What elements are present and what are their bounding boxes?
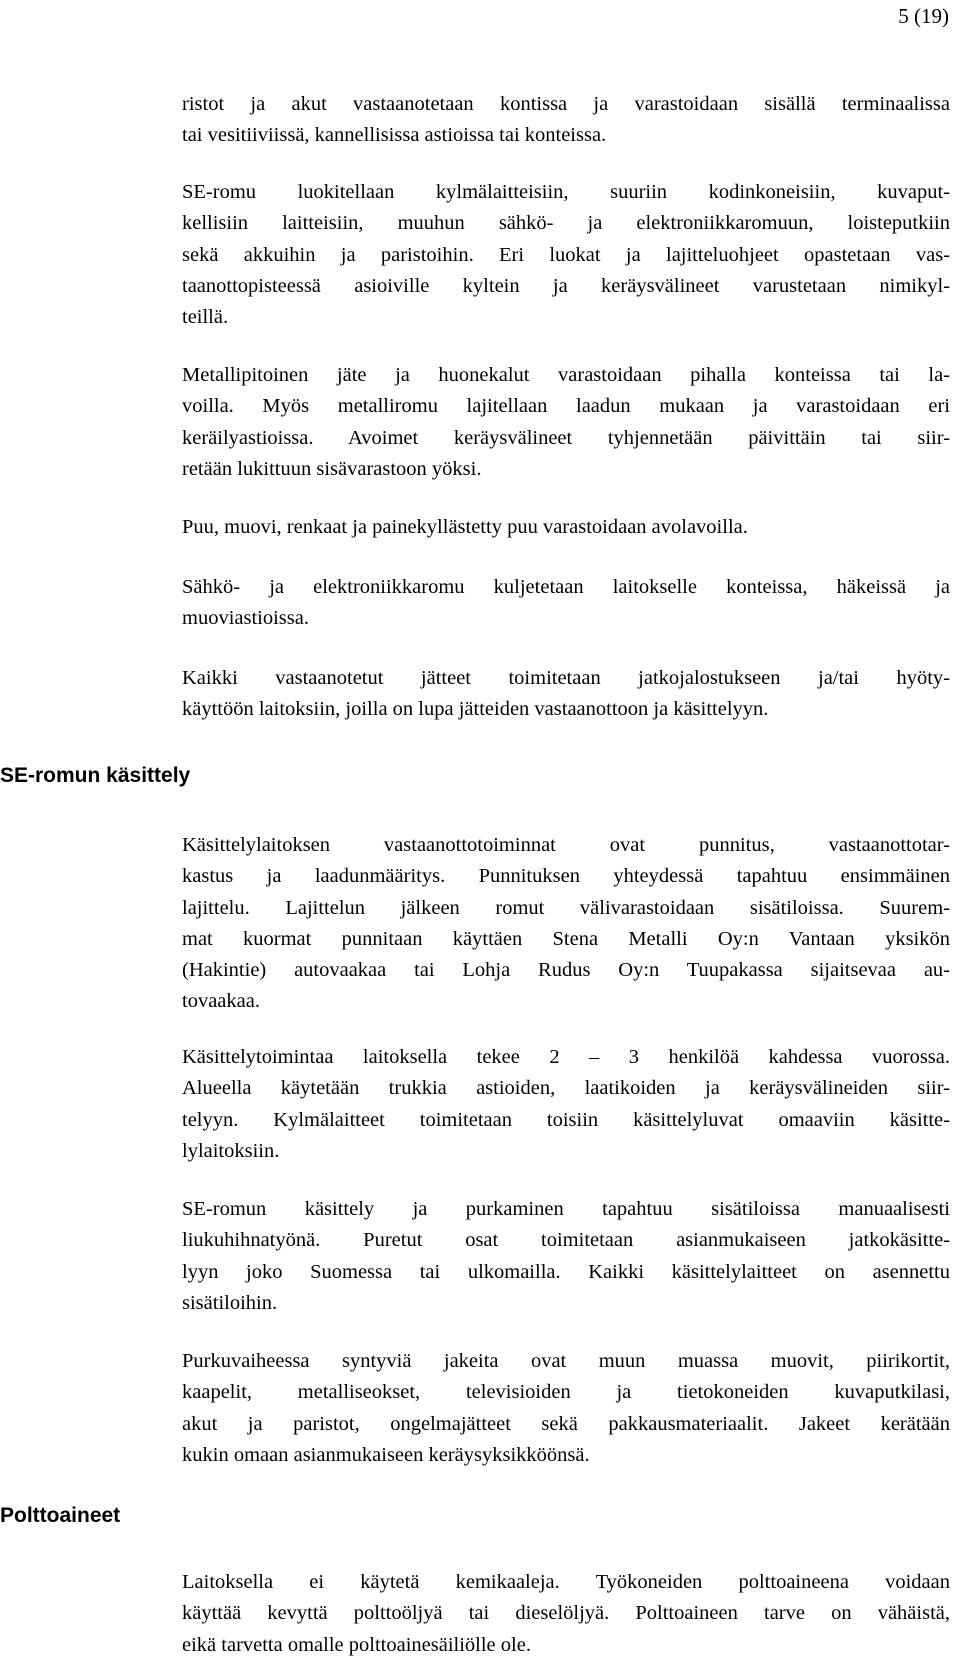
paragraph [182, 1194, 950, 1319]
text-line: Metallipitoinen jäte ja huonekalut varastoidaan pihalla konteissa tai la- [182, 364, 950, 386]
text-line: teillä. [182, 306, 229, 329]
paragraph [182, 89, 950, 152]
paragraph [182, 572, 950, 635]
text-line: Sähkö- ja elektroniikkaromu kuljetetaan laitokselle konteissa, häkeissä ja [182, 576, 950, 598]
section-heading-se-romun-kasittely: SE-romun käsittely [0, 764, 191, 787]
paragraph [182, 663, 950, 726]
text-line: retään lukittuun sisävarastoon yöksi. [182, 457, 482, 480]
text-line: eikä tarvetta omalle polttoainesäiliölle ole. [182, 1633, 531, 1656]
text-line: kastus ja laadunmääritys. Punnituksen yhteydessä tapahtuu ensimmäinen [182, 865, 950, 888]
text-line: mat kuormat punnitaan käyttäen Stena Metalli Oy:n Vantaan yksikön [182, 927, 950, 950]
text-line: kaapelit, metalliseokset, televisioiden ja tietokoneiden kuvaputkilasi, [182, 1381, 950, 1404]
page-number: 5 (19) [898, 4, 949, 28]
text-line: voilla. Myös metalliromu lajitellaan laadun mukaan ja varastoidaan eri [182, 395, 950, 418]
paragraph [182, 1567, 950, 1661]
text-line: ristot ja akut vastaanotetaan kontissa ja varastoidaan sisällä terminaalissa [182, 93, 950, 115]
text-line: käyttää kevyttä polttoöljyä tai dieselöljyä. Polttoaineen tarve on vähäistä, [182, 1602, 950, 1625]
text-line: Alueella käytetään trukkia astioiden, laatikoiden ja keräysvälineiden siir- [182, 1077, 950, 1100]
section-heading-polttoaineet: Polttoaineet [0, 1504, 121, 1527]
text-line: Purkuvaiheessa syntyviä jakeita ovat muun muassa muovit, piirikortit, [182, 1350, 950, 1372]
text-line: lylaitoksiin. [182, 1139, 280, 1162]
text-line: käyttöön laitoksiin, joilla on lupa jätteiden vastaanottoon ja käsittelyyn. [182, 698, 769, 721]
text-line: kellisiin laitteisiin, muuhun sähkö- ja elektroniikkaromuun, loisteputkiin [182, 212, 950, 235]
text-line: sekä akkuihin ja paristoihin. Eri luokat ja lajitteluohjeet opastetaan vas- [182, 243, 950, 266]
text-line: tai vesitiiviissä, kannellisissa astioissa tai konteissa. [182, 124, 607, 147]
paragraph [182, 830, 950, 1018]
text-line: liukuhihnatyönä. Puretut osat toimitetaan asianmukaiseen jatkokäsitte- [182, 1229, 950, 1252]
text-line: akut ja paristot, ongelmajätteet sekä pakkausmateriaalit. Jakeet kerätään [182, 1412, 950, 1435]
text-line: (Hakintie) autovaakaa tai Lohja Rudus Oy:n Tuupakassa sijaitsevaa au- [182, 959, 950, 982]
text-line: telyyn. Kylmälaitteet toimitetaan toisiin käsittelyluvat omaaviin käsitte- [182, 1108, 950, 1131]
text-line: SE-romu luokitellaan kylmälaitteisiin, suuriin kodinkoneisiin, kuvaput- [182, 181, 950, 203]
text-line: keräilyastioissa. Avoimet keräysvälineet tyhjennetään päivittäin tai siir- [182, 426, 950, 449]
text-line: tovaakaa. [182, 990, 260, 1013]
text-line: kukin omaan asianmukaiseen keräysyksikköönsä. [182, 1443, 590, 1466]
text-line: lajittelu. Lajittelun jälkeen romut välivarastoidaan sisätiloissa. Suurem- [182, 896, 950, 919]
text-line: sisätiloihin. [182, 1291, 278, 1314]
text-line: Laitoksella ei käytetä kemikaaleja. Työkoneiden polttoaineena voidaan [182, 1571, 950, 1593]
paragraph [182, 360, 950, 485]
text-line: SE-romun käsittely ja purkaminen tapahtuu sisätiloissa manuaalisesti [182, 1198, 950, 1220]
text-line: taanottopisteessä asioiville kyltein ja keräysvälineet varustetaan nimikyl- [182, 274, 950, 297]
text-line: Käsittelylaitoksen vastaanottotoiminnat ovat punnitus, vastaanottotar- [182, 834, 950, 856]
text-line: Puu, muovi, renkaat ja painekyllästetty puu varastoidaan avolavoilla. [182, 516, 748, 538]
text-line: muoviastioissa. [182, 607, 309, 630]
paragraph [182, 1346, 950, 1471]
text-line: lyyn joko Suomessa tai ulkomailla. Kaikki käsittelylaitteet on asennettu [182, 1260, 950, 1283]
paragraph [182, 177, 950, 333]
paragraph [182, 512, 950, 543]
text-line: Kaikki vastaanotetut jätteet toimitetaan jatkojalostukseen ja/tai hyöty- [182, 667, 950, 689]
paragraph [182, 1042, 950, 1167]
text-line: Käsittelytoimintaa laitoksella tekee 2 – 3 henkilöä kahdessa vuorossa. [182, 1046, 950, 1068]
